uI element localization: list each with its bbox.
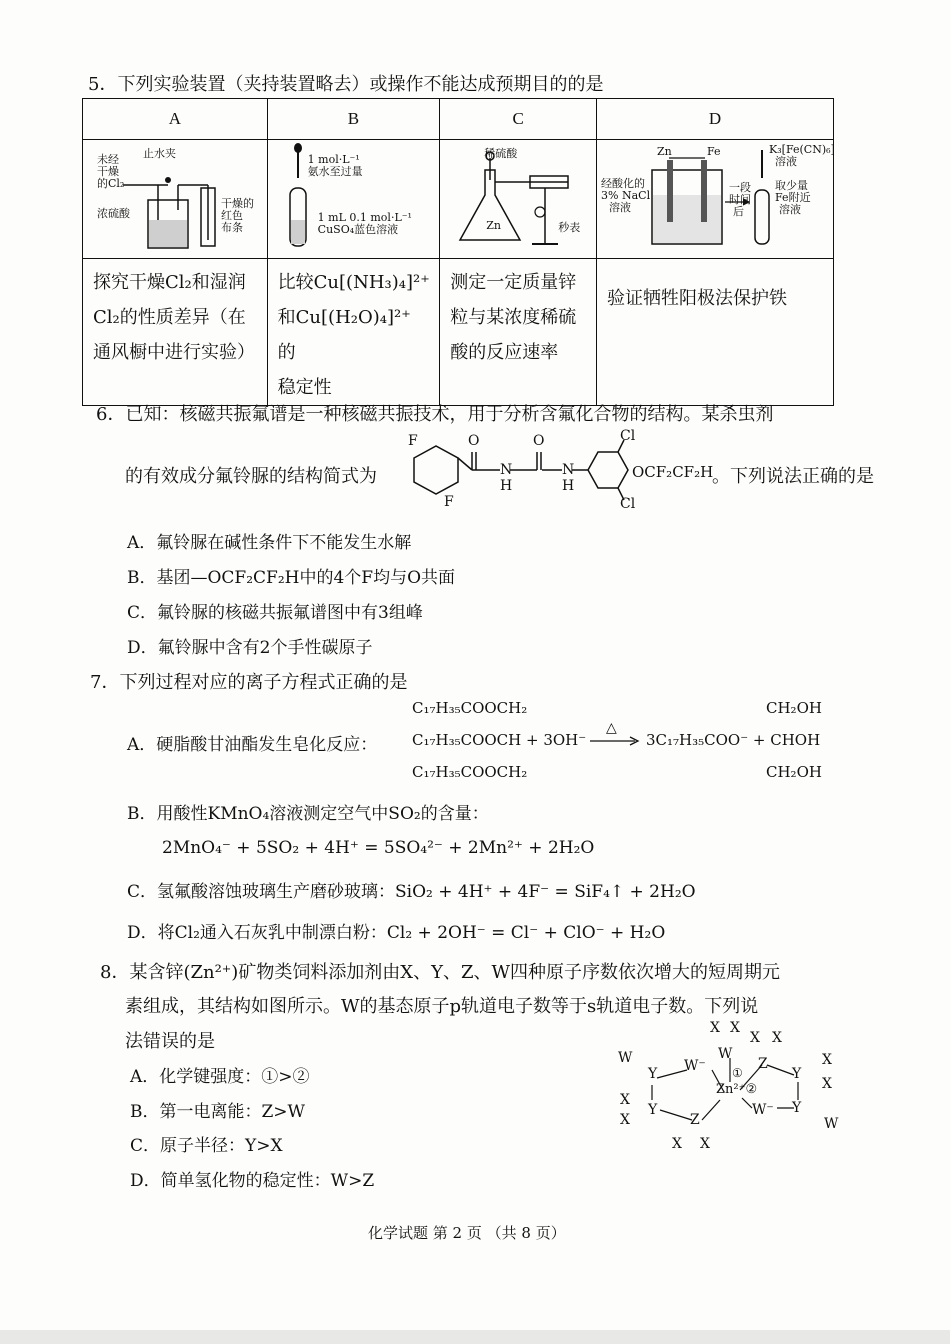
flask-syringe-diagram: [440, 140, 597, 258]
q8-option-c: C．原子半径：Y>X: [130, 1136, 283, 1156]
desc-c: 测定一定质量锌 粒与某浓度稀硫 酸的反应速率: [440, 259, 597, 406]
struct-ocf2cf2h: OCF₂CF₂H: [632, 463, 714, 481]
q6-option-b: B．基团—OCF₂CF₂H中的4个F均与O共面: [127, 568, 456, 588]
header-b: B: [267, 99, 440, 140]
q7-option-c: C．氢氟酸溶蚀玻璃生产磨砂玻璃：SiO₂ + 4H⁺ + 4F⁻ = SiF₄↑ + 2H₂O: [127, 882, 696, 902]
desc-a: 探究干燥Cl₂和湿润 Cl₂的性质差异（在 通风橱中进行实验）: [83, 259, 268, 406]
q8-stem-line1: 8．某含锌(Zn²⁺)矿物类饲料添加剂由X、Y、Z、W四种原子序数依次增大的短周期元: [100, 962, 781, 983]
struct-h-2: H: [562, 478, 575, 494]
apparatus-d: Zn Fe K₃[Fe(CN)₆] 溶液 经酸化的 3% NaCl 溶液 一段 时间 后 取少量 Fe附近 溶液: [597, 140, 834, 259]
q8-option-a: A．化学键强度：①>②: [130, 1067, 310, 1087]
struct-cl-top: Cl: [620, 428, 636, 444]
q7-option-b: B．用酸性KMnO₄溶液测定空气中SO₂的含量：: [127, 804, 489, 824]
header-d: D: [597, 99, 834, 140]
q5-table: [82, 98, 834, 406]
page-footer: 化学试题 第 2 页 （共 8 页）: [368, 1224, 566, 1242]
apparatus-b: 1 mol·L⁻¹ 氨水至过量 1 mL 0.1 mol·L⁻¹ CuSO₄蓝色溶液: [267, 140, 440, 259]
q8-option-d: D．简单氢化物的稳定性：W>Z: [130, 1171, 375, 1191]
q8-stem-line2: 素组成，其结构如图所示。W的基态原子p轨道电子数等于s轨道电子数。下列说: [125, 996, 759, 1017]
reaction-arrow-icon: [590, 736, 640, 746]
q7-a-right-mid: 3C₁₇H₃₅COO⁻ + CHOH: [646, 731, 821, 749]
apparatus-a: 未经 干燥 的Cl₂ 止水夹 浓硫酸 干燥的 红色 布条: [83, 140, 268, 259]
desc-b: 比较Cu[(NH₃)₄]²⁺ 和Cu[(H₂O)₄]²⁺ 的 稳定性: [267, 259, 440, 406]
q5-stem: 5．下列实验装置（夹持装置略去）或操作不能达成预期目的的是: [88, 74, 604, 95]
q6-option-d: D．氟铃脲中含有2个手性碳原子: [127, 638, 373, 658]
struct-n-1: N: [500, 462, 513, 478]
q7-option-a-pre: A．硬脂酸甘油酯发生皂化反应：: [127, 735, 378, 755]
q7-stem: 7．下列过程对应的离子方程式正确的是: [90, 672, 408, 693]
struct-cl-bottom: Cl: [620, 496, 636, 512]
q6-option-a: A．氟铃脲在碱性条件下不能发生水解: [127, 533, 412, 553]
struct-n-2: N: [562, 462, 575, 478]
q7-a-right-2: CH₂OH: [766, 763, 822, 781]
scan-bottom-edge: [0, 1330, 950, 1344]
q7-a-left-3: C₁₇H₃₅COOCH₂: [412, 763, 528, 781]
desc-d: 验证牺牲阳极法保护铁: [597, 259, 834, 406]
q6-stem-line1: 6．已知：核磁共振氟谱是一种核磁共振技术，用于分析含氟化合物的结构。某杀虫剂: [96, 404, 774, 425]
struct-f-bottom: F: [444, 494, 454, 510]
apparatus-c: 稀硫酸 Zn 秒表: [440, 140, 597, 259]
q8-option-b: B．第一电离能：Z>W: [130, 1102, 306, 1122]
q6-stem-pre: 的有效成分氟铃脲的结构简式为: [125, 466, 377, 487]
q6-stem-post: 。下列说法正确的是: [712, 466, 874, 487]
q8-stem-line3: 法错误的是: [125, 1031, 215, 1052]
q7-a-right-1: CH₂OH: [766, 699, 822, 717]
header-c: C: [440, 99, 597, 140]
struct-o-2: O: [533, 433, 545, 449]
q7-option-b-equation: 2MnO₄⁻ + 5SO₂ + 4H⁺ = 5SO₄²⁻ + 2Mn²⁺ + 2H₂O: [162, 838, 595, 858]
q7-a-left-2: C₁₇H₃₅COOCH + 3OH⁻: [412, 731, 587, 749]
q7-a-left-1: C₁₇H₃₅COOCH₂: [412, 699, 528, 717]
struct-h-1: H: [500, 478, 513, 494]
header-a: A: [83, 99, 268, 140]
struct-f-top: F: [408, 433, 418, 449]
q6-option-c: C．氟铃脲的核磁共振氟谱图中有3组峰: [127, 603, 423, 623]
q7-heat-sign: △: [606, 720, 617, 736]
exam-page: 5．下列实验装置（夹持装置略去）或操作不能达成预期目的的是 A B C D 未经 干燥 的Cl₂ 止水夹 浓硫酸 干燥的 红色 布条 1 mol·L⁻¹ 氨水至过量 1 mL 0.1 mol·L⁻¹ CuSO₄蓝色溶液 稀硫酸 Zn 秒表 Zn Fe K₃[Fe(CN)₆] 溶液 经酸化的 3% NaCl 溶液 一段 时间 后 取少量 Fe附近 溶液 探究干燥Cl₂和湿润 Cl₂的性质差异（在 通风橱中进行实验） 比较Cu[(NH₃)₄]²⁺ 和Cu[(H₂O)₄]²⁺ 的 稳定性 测定一定质量锌 粒与某浓度稀硫 酸的反应速率 验证牺牲阳极法保护铁 6．已知：核磁共振氟谱是一种核磁共振技术，用于分析含氟化合物的结构。某杀虫剂 的有效成分氟铃脲的结构简式为 F O O Cl N H N H OCF₂CF₂H F Cl 。下列说法正确的是 A．氟铃脲在碱性条件下不能发生水解 B．基团—OCF₂CF₂H中的4个F均与O共面 C．氟铃脲的核磁共振氟谱图中有3组峰 D．氟铃脲中含有2个手性碳原子 7．下列过程对应的离子方程式正确的是 C₁₇H₃₅COOCH₂ A．硬脂酸甘油酯发生皂化反应： C₁₇H₃₅COOCH + 3OH⁻ C₁₇H₃₅COOCH₂ △ CH₂OH 3C₁₇H₃₅COO⁻ + CHOH CH₂OH B．用酸性KMnO₄溶液测定空气中SO₂的含量： 2MnO₄⁻ + 5SO₂ + 4H⁺ = 5SO₄²⁻ + 2Mn²⁺ + 2H₂O C．氢氟酸溶蚀玻璃生产磨砂玻璃：SiO₂ + 4H⁺ + 4F⁻ = SiF₄↑ + 2H₂O D．将Cl₂通入石灰乳中制漂白粉：Cl₂ + 2OH⁻ = Cl⁻ + ClO⁻ + H₂O 8．某含锌(Zn²⁺)矿物类饲料添加剂由X、Y、Z、W四种原子序数依次增大的短周期元 素组成，其结构如图所示。W的基态原子p轨道电子数等于s轨道电子数。下列说 法错误的是 A．化学键强度：①>② B．第一电离能：Z>W C．原子半径：Y>X D．简单氢化物的稳定性：W>Z X X X X W W Y W⁻ Z Y X X ① Zn²⁺② X X Y Z W⁻ Y W X X 化学试题 第 2 页 （共 8 页）: [0, 0, 950, 1344]
q7-option-d: D．将Cl₂通入石灰乳中制漂白粉：Cl₂ + 2OH⁻ = Cl⁻ + ClO⁻ + H₂O: [127, 923, 666, 943]
struct-o-1: O: [468, 433, 480, 449]
